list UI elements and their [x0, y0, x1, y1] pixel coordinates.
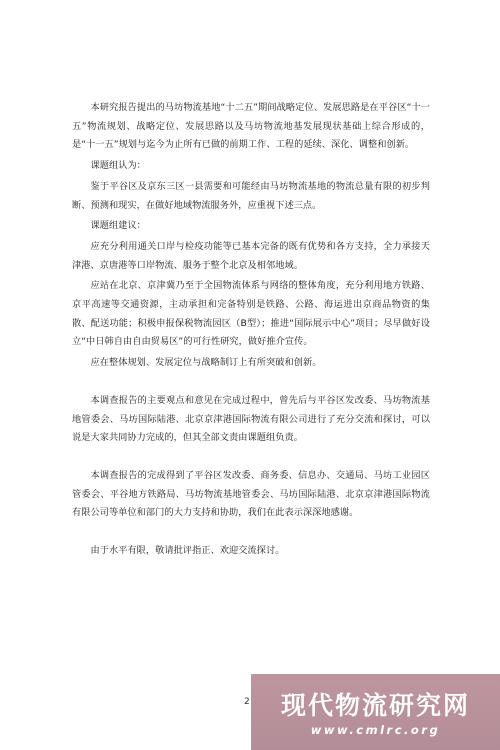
paragraph-acknowledgement: 本调查报告的完成得到了平谷区发改委、商务委、信息办、交通局、马坊工业园区管委会、平谷地方铁路局、马坊物流基地管委会、马坊国际陆港、北京京津港国际物流有限公司等单位和部门的大力支持和协助，我们在此表示深深地感谢。 — [72, 469, 430, 519]
watermark-title: 现代物流研究网 — [280, 691, 470, 720]
paragraph-summary: 本研究报告提出的马坊物流基地“十二五”期间战略定位、发展思路是在平谷区“十一五”物流规划、战略定位、发展思路以及马坊物流地基发展现状基础上综合形成的，是“十一五”规划与迄今为止所有已做的前期工作、工程的延续、深化、调整和创新。 — [72, 102, 430, 151]
watermark-banner — [251, 674, 500, 750]
watermark-url: www.cmlrc.org — [310, 723, 441, 737]
paragraph-suggestion-3: 应在整体规划、发展定位与战略制订上有所突破和创新。 — [90, 357, 322, 369]
paragraph-group-opinion-heading: 课题组认为： — [90, 160, 146, 172]
paragraph-closing: 由于水平有限，敬请批评指正、欢迎交流探讨。 — [90, 545, 285, 557]
paragraph-group-opinion: 鉴于平谷区及京东三区一县需要和可能经由马坊物流基地的物流总量有限的初步判断、预测和现实，在做好地域物流服务外，应重视下述三点。 — [72, 180, 430, 211]
paragraph-group-suggestion-heading: 课题组建议： — [90, 220, 146, 232]
document-body — [72, 99, 430, 561]
paragraph-suggestion-1: 应充分利用通关口岸与检疫功能等已基本完备的既有优势和各方支持，全力承接天津港、京唐港等口岸物流、服务于整个北京及相邻地域。 — [72, 240, 430, 271]
paragraph-suggestion-2: 应站在北京、京津冀乃至于全国物流体系与网络的整体角度，充分利用地方铁路、京平高速等交通资源，主动承担和完备特别是铁路、公路、海运进出京商品物资的集散、配送功能；积极申报保税物流园区（B型）；推进“国际展示中心”项目；尽早做好设立“中日韩自由自由贸易区”的可行性研究，做好推介宣传。 — [72, 280, 430, 348]
page-number: 2 — [244, 697, 250, 707]
paragraph-collaboration: 本调查报告的主要观点和意见在完成过程中，曾先后与平谷区发改委、马坊物流基地管委会、马坊国际陆港、北京京津港国际物流有限公司进行了充分交流和探讨，可以说是大家共同协力完成的，但其全部文责由课题组负责。 — [72, 394, 430, 444]
